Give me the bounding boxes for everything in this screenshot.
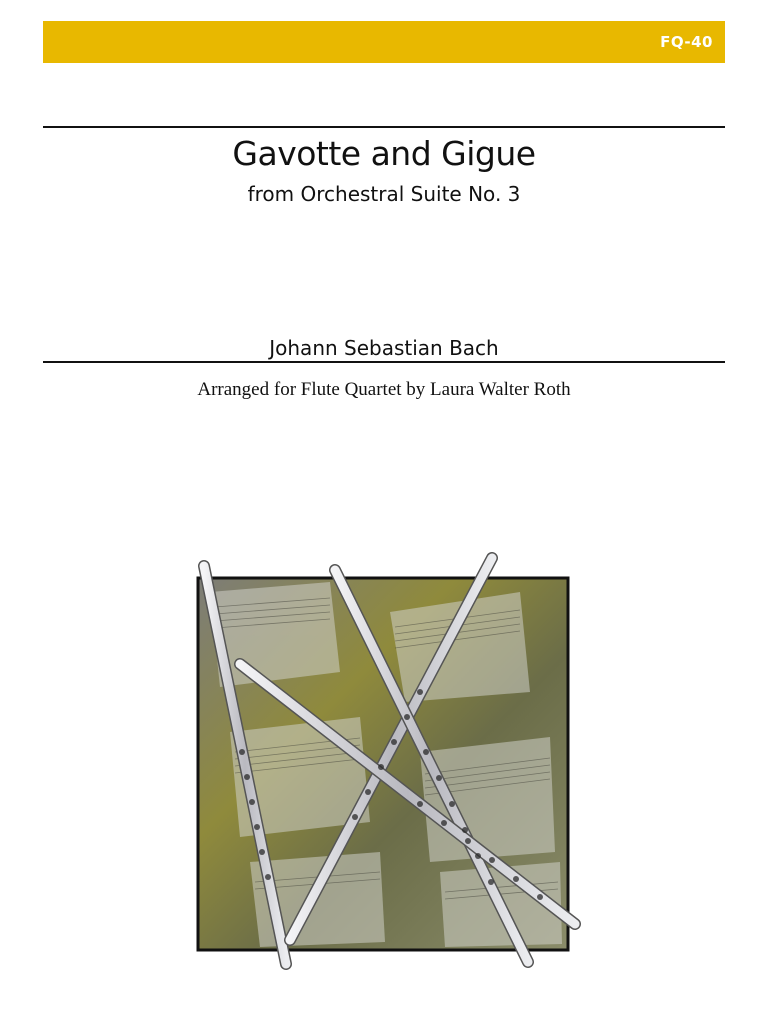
page-subtitle: from Orchestral Suite No. 3 (247, 182, 521, 206)
composer-divider (43, 361, 725, 363)
cover-artwork (190, 552, 590, 972)
arranger-credit: Arranged for Flute Quartet by Laura Walter Roth (197, 379, 571, 400)
page-title: Gavotte and Gigue (232, 134, 536, 173)
catalog-number: FQ-40 (660, 33, 713, 51)
top-divider (43, 126, 725, 128)
composer-name: Johann Sebastian Bach (269, 336, 499, 360)
header-banner (43, 21, 725, 63)
